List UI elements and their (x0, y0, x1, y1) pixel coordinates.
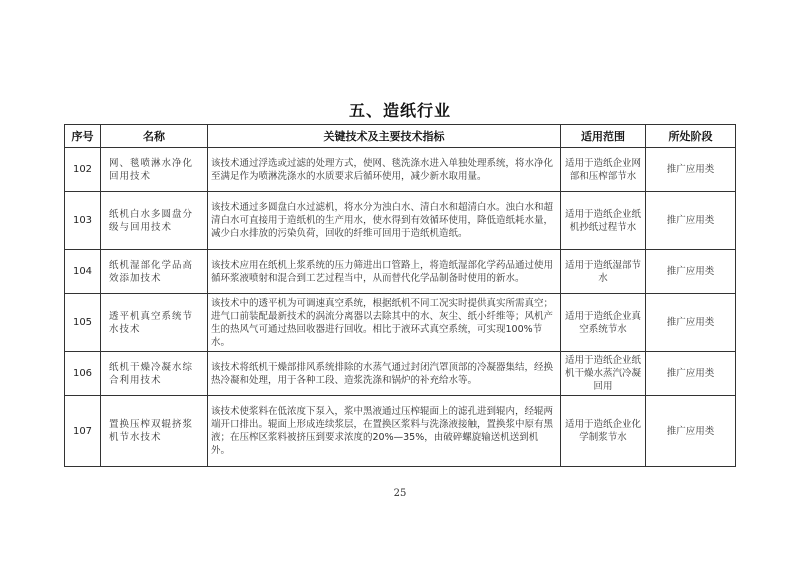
row-number: 105 (65, 294, 101, 352)
row-stage: 推广应用类 (646, 294, 736, 352)
row-name: 透平机真空系统节水技术 (101, 294, 208, 352)
header-stage: 所处阶段 (646, 125, 736, 148)
row-number: 103 (65, 192, 101, 250)
table-row (65, 148, 736, 192)
row-number: 102 (65, 148, 101, 192)
table-row (65, 294, 736, 352)
table-header-row (65, 125, 736, 148)
row-description: 该技术中的透平机为可调速真空系统，根据纸机不同工况实时提供真实所需真空；进气口前装配最新技术的涡流分离器以去除其中的水、灰尘、纸小纤维等；风机产生的热风气可通过热回收器进行回收。相比于液环式真空系统，可实现100%节水。 (208, 294, 561, 352)
row-name: 置换压榨双辊挤浆机节水技术 (101, 396, 208, 467)
row-name: 纸机干燥冷凝水综合利用技术 (101, 352, 208, 396)
row-description: 该技术通过多圆盘白水过滤机，将水分为浊白水、清白水和超清白水。浊白水和超清白水可直接用于造纸机的生产用水，使水得到有效循环使用，降低造纸耗水量，减少白水排放的污染负荷，回收的纤维可回用于造纸机造纸。 (208, 192, 561, 250)
row-description: 该技术使浆料在低浓度下泵入，浆中黑液通过压榨辊面上的滤孔进到辊内，经辊两端开口排出。辊面上形成连续浆层，在置换区浆料与洗涤液接触，置换浆中原有黑液；在压榨区浆料被挤压到要求浓度的20%—35%，由破碎螺旋输送机送到机外。 (208, 396, 561, 467)
page-number: 25 (393, 488, 407, 499)
section-title: 五、造纸行业 (348, 101, 451, 120)
row-stage: 推广应用类 (646, 148, 736, 192)
row-scope: 适用于造纸企业纸机干燥水蒸汽冷凝回用 (561, 352, 646, 396)
row-scope: 适用于造纸企业网部和压榨部节水 (561, 148, 646, 192)
row-description: 该技术通过浮选或过滤的处理方式，使网、毯洗涤水进入单独处理系统，将水净化至满足作为喷淋洗涤水的水质要求后循环使用，减少新水取用量。 (208, 148, 561, 192)
row-stage: 推广应用类 (646, 192, 736, 250)
header-number: 序号 (65, 125, 101, 148)
row-name: 网、毯喷淋水净化回用技术 (101, 148, 208, 192)
row-scope: 适用于造纸企业化学制浆节水 (561, 396, 646, 467)
row-scope: 适用于造纸企业纸机抄纸过程节水 (561, 192, 646, 250)
row-name: 纸机白水多圆盘分级与回用技术 (101, 192, 208, 250)
table-row (65, 396, 736, 467)
row-scope: 适用于造纸湿部节水 (561, 250, 646, 294)
row-number: 104 (65, 250, 101, 294)
table-row (65, 192, 736, 250)
technology-table (64, 124, 736, 467)
header-scope: 适用范围 (561, 125, 646, 148)
row-scope: 适用于造纸企业真空系统节水 (561, 294, 646, 352)
row-number: 107 (65, 396, 101, 467)
row-stage: 推广应用类 (646, 396, 736, 467)
row-stage: 推广应用类 (646, 250, 736, 294)
row-description: 该技术应用在纸机上浆系统的压力筛进出口管路上，将造纸湿部化学药品通过使用循环浆液喷射和混合到工艺过程当中，从而替代化学品制备时使用的新水。 (208, 250, 561, 294)
header-key-technology: 关键技术及主要技术指标 (208, 125, 561, 148)
table-row (65, 352, 736, 396)
row-description: 该技术将纸机干燥部排风系统排除的水蒸气通过封闭汽罩顶部的冷凝器集结，经换热冷凝和处理，用于各种工段、造浆洗涤和锅炉的补充给水等。 (208, 352, 561, 396)
row-number: 106 (65, 352, 101, 396)
table-row (65, 250, 736, 294)
header-name: 名称 (101, 125, 208, 148)
row-name: 纸机湿部化学品高效添加技术 (101, 250, 208, 294)
row-stage: 推广应用类 (646, 352, 736, 396)
